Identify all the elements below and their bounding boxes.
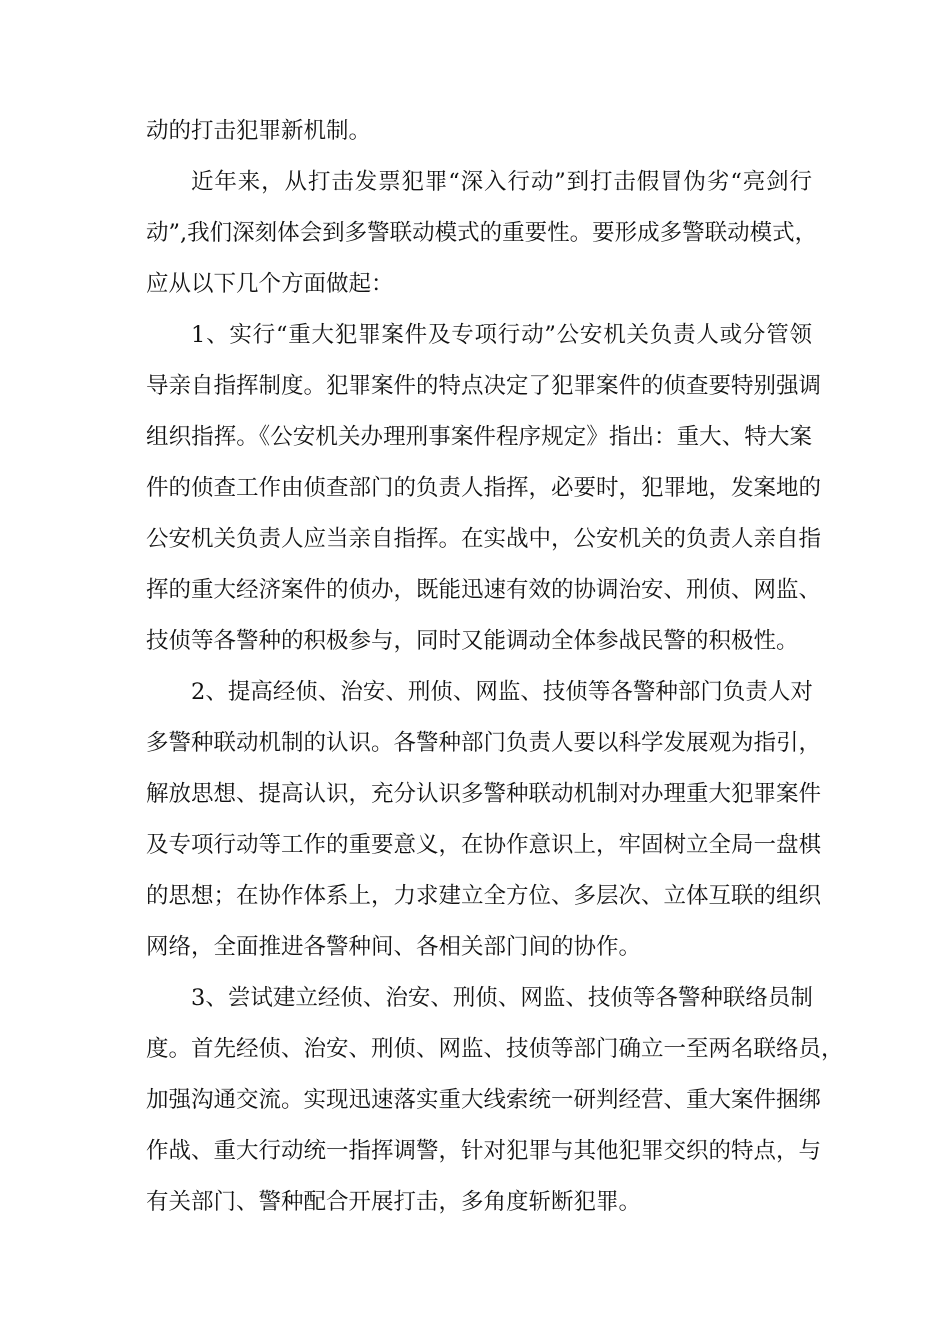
paragraph-line: 多警种联动机制的认识。各警种部门负责人要以科学发展观为指引， — [146, 730, 822, 756]
paragraph-line: 近年来，从打击发票犯罪“深入行动”到打击假冒伪劣“亮剑行 — [191, 169, 812, 195]
paragraph-line: 加强沟通交流。实现迅速落实重大线索统一研判经营、重大案件捆绑 — [146, 1087, 822, 1113]
paragraph-line: 技侦等各警种的积极参与，同时又能调动全体参战民警的积极性。 — [146, 628, 799, 654]
paragraph-line: 作战、重大行动统一指挥调警，针对犯罪与其他犯罪交织的特点，与 — [146, 1138, 822, 1164]
document-body — [146, 106, 844, 1228]
paragraph-line: 动的打击犯罪新机制。 — [146, 118, 372, 144]
paragraph-line: 解放思想、提高认识，充分认识多警种联动机制对办理重大犯罪案件 — [146, 781, 822, 807]
paragraph-line: 网络，全面推进各警种间、各相关部门间的协作。 — [146, 934, 642, 960]
paragraph-line: 的思想；在协作体系上，力求建立全方位、多层次、立体互联的组织 — [146, 883, 822, 909]
paragraph-line: 件的侦查工作由侦查部门的负责人指挥，必要时，犯罪地，发案地的 — [146, 475, 822, 501]
paragraph-line: 2、提高经侦、治安、刑侦、网监、技侦等各警种部门负责人对 — [191, 679, 813, 705]
paragraph-line: 挥的重大经济案件的侦办，既能迅速有效的协调治安、刑侦、网监、 — [146, 577, 822, 603]
paragraph-line: 3、尝试建立经侦、治安、刑侦、网监、技侦等各警种联络员制 — [191, 985, 813, 1011]
paragraph-line: 应从以下几个方面做起： — [146, 271, 394, 297]
paragraph-line: 度。首先经侦、治安、刑侦、网监、技侦等部门确立一至两名联络员， — [146, 1036, 844, 1062]
paragraph-line: 1、实行“重大犯罪案件及专项行动”公安机关负责人或分管领 — [191, 322, 812, 348]
paragraph-line: 组织指挥。《公安机关办理刑事案件程序规定》指出：重大、特大案 — [146, 424, 812, 450]
paragraph-line: 公安机关负责人应当亲自指挥。在实战中，公安机关的负责人亲自指 — [146, 526, 822, 552]
paragraph-line: 导亲自指挥制度。犯罪案件的特点决定了犯罪案件的侦查要特别强调 — [146, 373, 822, 399]
paragraph-line: 动”,我们深刻体会到多警联动模式的重要性。要形成多警联动模式， — [146, 220, 818, 246]
paragraph-line: 及专项行动等工作的重要意义，在协作意识上，牢固树立全局一盘棋 — [146, 832, 822, 858]
paragraph-line: 有关部门、警种配合开展打击，多角度斩断犯罪。 — [146, 1189, 642, 1215]
